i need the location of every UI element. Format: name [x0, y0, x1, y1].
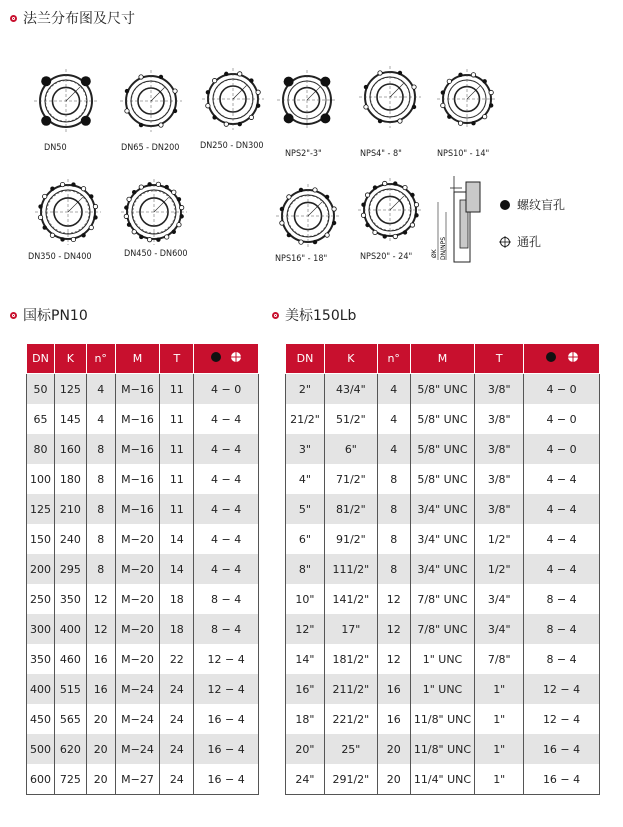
cell-m: 5/8" UNC: [410, 404, 475, 434]
cell-m: 1" UNC: [410, 644, 475, 674]
cell-m: M−20: [115, 584, 160, 614]
ansi-title: 美标150Lb: [285, 308, 357, 324]
cell-holes: 16 − 4: [524, 734, 600, 764]
dim-k-label: ØK: [431, 249, 438, 258]
cell-k: 400: [54, 614, 86, 644]
cell-m: M−16: [115, 494, 160, 524]
cell-dn: 16": [286, 674, 325, 704]
cell-t: 1/2": [475, 524, 524, 554]
cell-dn: 250: [27, 584, 55, 614]
cell-k: 91/2": [324, 524, 377, 554]
cell-n: 4: [377, 404, 410, 434]
header-holes: [194, 344, 259, 374]
cell-m: M−24: [115, 734, 160, 764]
cell-dn: 21/2": [286, 404, 325, 434]
cell-k: 181/2": [324, 644, 377, 674]
cell-k: 51/2": [324, 404, 377, 434]
header-dn: DN: [27, 344, 55, 374]
table-row: [286, 734, 600, 764]
cell-m: 3/4" UNC: [410, 524, 475, 554]
header-t: T: [475, 344, 524, 374]
cell-dn: 18": [286, 704, 325, 734]
cell-t: 11: [160, 434, 194, 464]
flange-diagram-label: NPS20" - 24": [360, 252, 413, 262]
cell-t: 3/4": [475, 614, 524, 644]
legend-through-hole-label: 通孔: [517, 235, 542, 249]
cell-m: 11/4" UNC: [410, 764, 475, 795]
flange-diagram-label: NPS4" - 8": [360, 149, 402, 159]
table-row: [286, 524, 600, 554]
cell-holes: 12 − 4: [194, 644, 259, 674]
flange-diagram-label: NPS16" - 18": [275, 254, 328, 264]
flange-diagram-label: DN250 - DN300: [200, 141, 264, 151]
cell-n: 20: [86, 764, 115, 795]
flange-diagram: [270, 178, 346, 254]
cell-n: 8: [86, 494, 115, 524]
table-row: [286, 374, 600, 405]
cell-dn: 12": [286, 614, 325, 644]
table-row: [286, 434, 600, 464]
cell-t: 18: [160, 614, 194, 644]
cell-m: M−16: [115, 464, 160, 494]
table-row: [286, 554, 600, 584]
cell-dn: 400: [27, 674, 55, 704]
cell-holes: 4 − 4: [194, 554, 259, 584]
cell-k: 180: [54, 464, 86, 494]
cell-n: 16: [377, 674, 410, 704]
cell-t: 1": [475, 704, 524, 734]
cell-holes: 4 − 0: [524, 434, 600, 464]
cell-n: 20: [377, 764, 410, 795]
cell-k: 221/2": [324, 704, 377, 734]
cell-t: 3/8": [475, 434, 524, 464]
flange-diagram: [114, 64, 188, 138]
cell-m: M−24: [115, 704, 160, 734]
cell-holes: 16 − 4: [194, 764, 259, 795]
cell-dn: 200: [27, 554, 55, 584]
cell-dn: 65: [27, 404, 55, 434]
header-dn: DN: [286, 344, 325, 374]
table-row: [27, 434, 259, 464]
cell-t: 24: [160, 734, 194, 764]
cell-holes: 4 − 4: [194, 434, 259, 464]
cell-t: 14: [160, 524, 194, 554]
crosshair-circle-icon: [499, 236, 511, 248]
header-t: T: [160, 344, 194, 374]
table-row: [27, 704, 259, 734]
flange-diagram-label: NPS2"-3": [285, 149, 322, 159]
cell-n: 8: [86, 554, 115, 584]
cell-dn: 2": [286, 374, 325, 405]
table-row: [27, 524, 259, 554]
cell-k: 71/2": [324, 464, 377, 494]
cell-dn: 150: [27, 524, 55, 554]
cell-t: 3/8": [475, 464, 524, 494]
flange-diagram-label: DN65 - DN200: [121, 143, 180, 153]
cell-k: 565: [54, 704, 86, 734]
cell-m: 11/8" UNC: [410, 734, 475, 764]
cell-holes: 4 − 4: [194, 404, 259, 434]
cell-dn: 24": [286, 764, 325, 795]
cell-k: 725: [54, 764, 86, 795]
cell-holes: 16 − 4: [194, 734, 259, 764]
cell-t: 24: [160, 764, 194, 795]
cell-n: 4: [86, 374, 115, 405]
cell-t: 11: [160, 464, 194, 494]
table-row: [286, 494, 600, 524]
cell-n: 4: [377, 374, 410, 405]
cell-t: 3/8": [475, 374, 524, 405]
table-row: [27, 494, 259, 524]
cell-t: 1": [475, 764, 524, 795]
cell-k: 145: [54, 404, 86, 434]
cell-k: 43/4": [324, 374, 377, 405]
cell-n: 8: [86, 464, 115, 494]
cell-k: 25": [324, 734, 377, 764]
table-header-row: [27, 344, 259, 374]
cell-k: 515: [54, 674, 86, 704]
bullet-icon: [10, 15, 17, 22]
cell-m: 1" UNC: [410, 674, 475, 704]
filled-circle-icon: [499, 199, 511, 211]
header-k: K: [324, 344, 377, 374]
cell-t: 11: [160, 404, 194, 434]
cell-t: 24: [160, 674, 194, 704]
table-row: [27, 674, 259, 704]
cell-m: 5/8" UNC: [410, 374, 475, 405]
cell-m: 5/8" UNC: [410, 464, 475, 494]
cell-k: 460: [54, 644, 86, 674]
cell-dn: 100: [27, 464, 55, 494]
cell-m: M−27: [115, 764, 160, 795]
table-row: [286, 764, 600, 795]
cell-m: M−16: [115, 374, 160, 405]
table-row: [27, 404, 259, 434]
cell-holes: 16 − 4: [194, 704, 259, 734]
cell-n: 8: [86, 434, 115, 464]
cell-n: 4: [377, 434, 410, 464]
cell-k: 291/2": [324, 764, 377, 795]
cell-t: 11: [160, 374, 194, 405]
cell-k: 240: [54, 524, 86, 554]
cell-n: 20: [86, 704, 115, 734]
cell-holes: 8 − 4: [524, 584, 600, 614]
cell-m: M−20: [115, 644, 160, 674]
cell-t: 11: [160, 494, 194, 524]
cell-k: 295: [54, 554, 86, 584]
bullet-icon: [10, 312, 17, 319]
cell-dn: 80: [27, 434, 55, 464]
hole-type-icons: [203, 350, 249, 364]
cell-t: 1": [475, 734, 524, 764]
distribution-title: 法兰分布图及尺寸: [23, 11, 135, 27]
flange-diagram: [352, 172, 428, 248]
table-row: [286, 644, 600, 674]
cell-m: M−20: [115, 614, 160, 644]
cell-n: 12: [86, 584, 115, 614]
flange-diagram: [431, 63, 503, 135]
table-row: [286, 614, 600, 644]
cell-dn: 10": [286, 584, 325, 614]
cell-n: 16: [86, 674, 115, 704]
header-n: n°: [377, 344, 410, 374]
cell-holes: 8 − 4: [524, 614, 600, 644]
cell-n: 8: [377, 554, 410, 584]
cell-t: 1/2": [475, 554, 524, 584]
legend-threaded-blind-label: 螺纹盲孔: [517, 198, 566, 212]
flange-diagram-label: NPS10" - 14": [437, 149, 490, 159]
legend-threaded-blind: [499, 196, 565, 213]
cell-n: 8: [377, 524, 410, 554]
flange-diagram-label: DN450 - DN600: [124, 249, 188, 259]
cell-n: 8: [377, 464, 410, 494]
cell-holes: 12 − 4: [194, 674, 259, 704]
filled-circle-icon: [211, 352, 221, 362]
table-row: [27, 644, 259, 674]
legend-through-hole: [499, 233, 541, 250]
cell-k: 160: [54, 434, 86, 464]
cell-m: 7/8" UNC: [410, 614, 475, 644]
table-header-row: [286, 344, 600, 374]
cell-holes: 4 − 4: [194, 524, 259, 554]
cell-m: M−20: [115, 524, 160, 554]
cell-m: 11/8" UNC: [410, 704, 475, 734]
cell-k: 211/2": [324, 674, 377, 704]
cell-n: 16: [377, 704, 410, 734]
cell-holes: 8 − 4: [524, 644, 600, 674]
header-m: M: [115, 344, 160, 374]
hole-type-icons: [534, 350, 590, 364]
cell-dn: 600: [27, 764, 55, 795]
flange-diagram-label: DN350 - DN400: [28, 252, 92, 262]
pn10-title: 国标PN10: [23, 308, 88, 324]
table-row: [27, 464, 259, 494]
cell-t: 3/8": [475, 494, 524, 524]
table-row: [286, 404, 600, 434]
cell-holes: 4 − 4: [524, 464, 600, 494]
cell-n: 16: [86, 644, 115, 674]
table-row: [27, 764, 259, 795]
cell-n: 12: [377, 614, 410, 644]
cell-dn: 14": [286, 644, 325, 674]
cell-holes: 4 − 4: [524, 524, 600, 554]
cell-holes: 4 − 4: [524, 554, 600, 584]
dim-dn-label: DN/NPS: [440, 236, 447, 260]
filled-circle-icon: [546, 352, 556, 362]
cell-t: 7/8": [475, 644, 524, 674]
cell-k: 141/2": [324, 584, 377, 614]
cell-holes: 12 − 4: [524, 704, 600, 734]
cell-n: 20: [377, 734, 410, 764]
flange-diagram: [271, 64, 343, 136]
table-row: [27, 734, 259, 764]
header-n: n°: [86, 344, 115, 374]
flange-diagram: [353, 60, 427, 134]
cell-t: 3/4": [475, 584, 524, 614]
table-row: [286, 584, 600, 614]
bullet-icon: [272, 312, 279, 319]
cell-k: 620: [54, 734, 86, 764]
cell-dn: 8": [286, 554, 325, 584]
header-m: M: [410, 344, 475, 374]
cell-n: 8: [377, 494, 410, 524]
cell-t: 18: [160, 584, 194, 614]
header-holes: [524, 344, 600, 374]
table-row: [27, 554, 259, 584]
cell-dn: 500: [27, 734, 55, 764]
cell-holes: 4 − 0: [524, 374, 600, 405]
cell-holes: 12 − 4: [524, 674, 600, 704]
cell-m: 3/4" UNC: [410, 494, 475, 524]
ansi-table: [285, 343, 600, 795]
table-row: [27, 614, 259, 644]
cell-holes: 16 − 4: [524, 764, 600, 795]
pn10-section-title: [10, 305, 88, 325]
cell-dn: 20": [286, 734, 325, 764]
cell-m: 5/8" UNC: [410, 434, 475, 464]
cell-holes: 4 − 0: [524, 404, 600, 434]
cell-m: M−16: [115, 434, 160, 464]
cell-dn: 300: [27, 614, 55, 644]
cell-t: 3/8": [475, 404, 524, 434]
ansi-section-title: [272, 305, 356, 325]
cell-dn: 350: [27, 644, 55, 674]
cell-holes: 8 − 4: [194, 614, 259, 644]
flange-diagram: [29, 173, 107, 251]
cell-m: M−24: [115, 674, 160, 704]
cell-t: 22: [160, 644, 194, 674]
cell-dn: 5": [286, 494, 325, 524]
cell-dn: 125: [27, 494, 55, 524]
cell-n: 20: [86, 734, 115, 764]
distribution-section-title: [10, 8, 135, 28]
table-row: [286, 704, 600, 734]
table-row: [27, 374, 259, 405]
cell-t: 24: [160, 704, 194, 734]
cell-k: 125: [54, 374, 86, 405]
cell-m: M−20: [115, 554, 160, 584]
cell-t: 14: [160, 554, 194, 584]
flange-diagram: [115, 173, 193, 251]
cell-k: 350: [54, 584, 86, 614]
cell-m: 7/8" UNC: [410, 584, 475, 614]
cell-dn: 50: [27, 374, 55, 405]
cell-m: M−16: [115, 404, 160, 434]
pn10-table: [26, 343, 259, 795]
cell-holes: 4 − 0: [194, 374, 259, 405]
cell-n: 12: [86, 614, 115, 644]
flange-side-view-diagram: [432, 172, 484, 264]
cell-dn: 3": [286, 434, 325, 464]
cell-holes: 4 − 4: [194, 464, 259, 494]
header-k: K: [54, 344, 86, 374]
cell-n: 8: [86, 524, 115, 554]
cell-k: 210: [54, 494, 86, 524]
cell-n: 12: [377, 584, 410, 614]
cell-t: 1": [475, 674, 524, 704]
cell-k: 17": [324, 614, 377, 644]
cell-holes: 8 − 4: [194, 584, 259, 614]
flange-diagram-label: DN50: [44, 143, 67, 153]
cell-k: 81/2": [324, 494, 377, 524]
cell-k: 6": [324, 434, 377, 464]
flange-diagram: [28, 63, 104, 139]
table-row: [27, 584, 259, 614]
flange-diagram: [196, 62, 270, 136]
table-row: [286, 674, 600, 704]
cell-n: 4: [86, 404, 115, 434]
cell-dn: 6": [286, 524, 325, 554]
cell-holes: 4 − 4: [524, 494, 600, 524]
cell-dn: 4": [286, 464, 325, 494]
cell-dn: 450: [27, 704, 55, 734]
cell-k: 111/2": [324, 554, 377, 584]
cell-holes: 4 − 4: [194, 494, 259, 524]
table-row: [286, 464, 600, 494]
cell-n: 12: [377, 644, 410, 674]
cell-m: 3/4" UNC: [410, 554, 475, 584]
